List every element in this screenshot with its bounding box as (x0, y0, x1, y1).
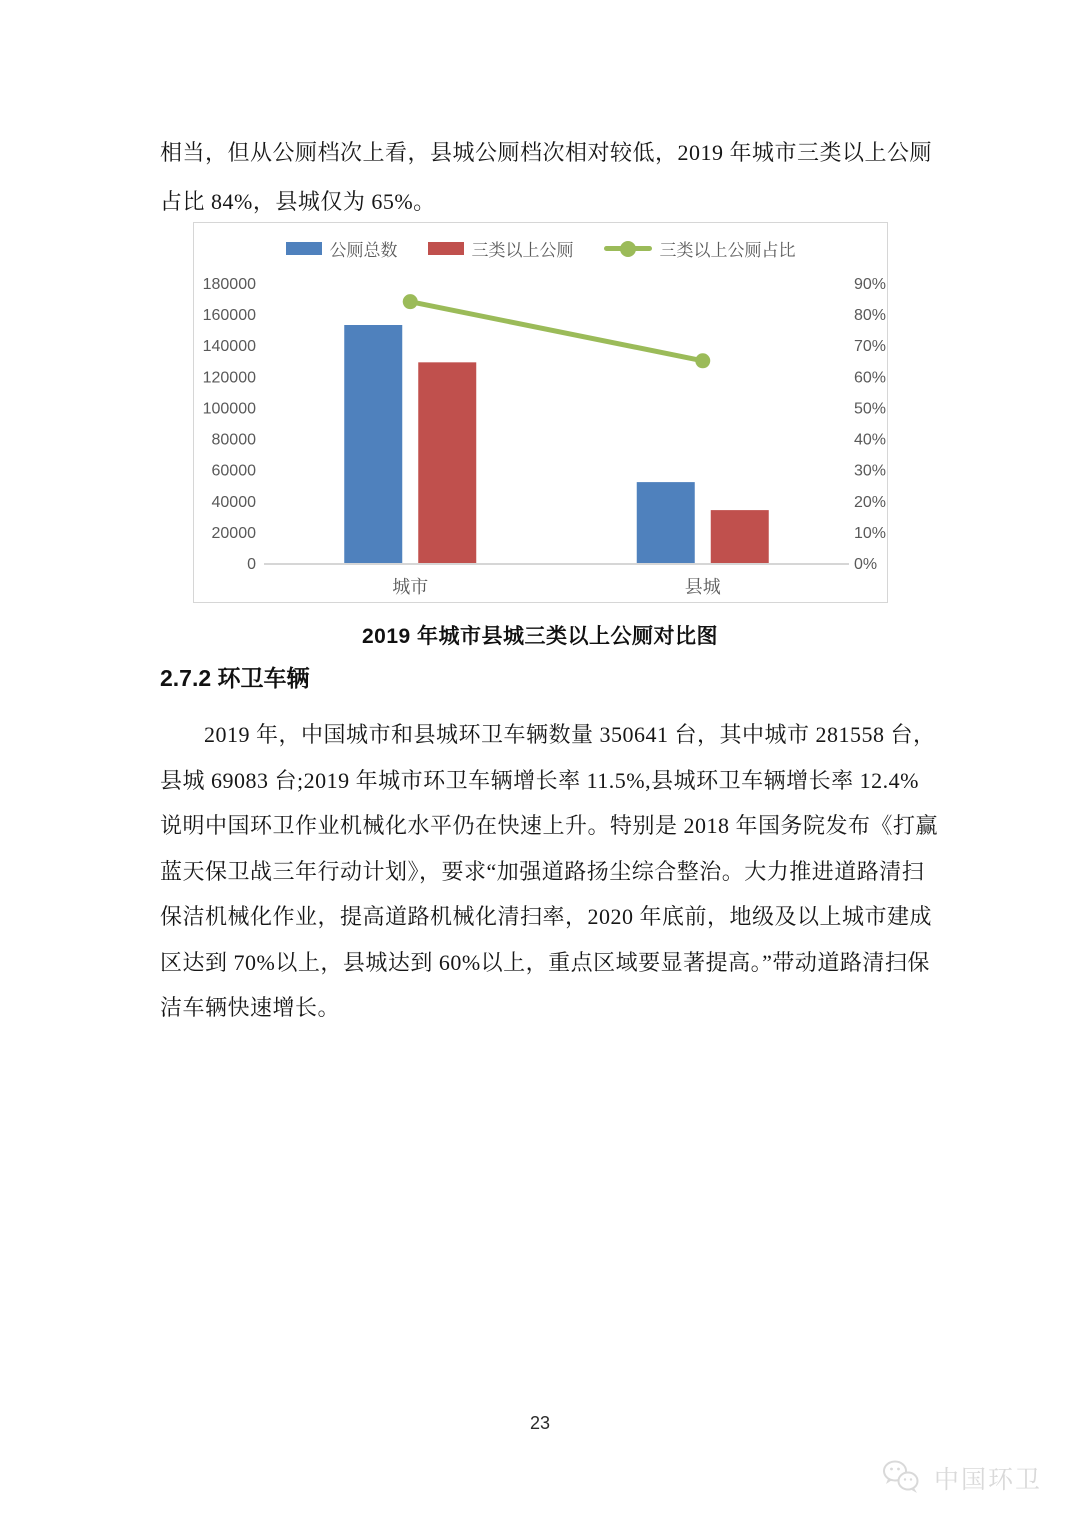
legend-item (604, 236, 796, 261)
left-axis-tick-label: 60000 (211, 462, 256, 480)
line-三类以上公厕占比 (410, 302, 703, 361)
legend-line-swatch-icon (604, 246, 652, 251)
section-heading: 2.7.2 环卫车辆 (160, 665, 310, 691)
left-axis-tick-label: 40000 (211, 493, 256, 511)
body-paragraph (160, 712, 940, 1031)
left-axis-tick-label: 100000 (202, 400, 256, 418)
left-axis-tick-label: 20000 (211, 524, 256, 542)
left-axis-tick-label: 140000 (202, 338, 256, 356)
page-number: 23 (529, 1413, 551, 1433)
legend-line-dot-icon (620, 241, 636, 257)
body-line: 说明中国环卫作业机械化水平仍在快速上升。特别是 2018 年国务院发布《打赢 (160, 813, 939, 838)
line-marker (403, 294, 418, 309)
category-label: 城市 (392, 577, 429, 597)
legend-item (286, 236, 398, 261)
right-axis-tick-label: 10% (854, 524, 887, 542)
right-axis-tick-label: 30% (854, 462, 887, 480)
body-line: 县城 69083 台;2019 年城市环卫车辆增长率 11.5%,县城环卫车辆增长率 12.4% (160, 767, 919, 793)
left-axis-tick-label: 120000 (202, 369, 256, 387)
right-axis-tick-label: 60% (854, 369, 887, 387)
intro-line: 占比 84%，县城仅为 65%。 (160, 189, 436, 214)
intro-paragraph (160, 128, 940, 226)
intro-line: 相当，但从公厕档次上看，县城公厕档次相对较低，2019 年城市三类以上公厕 (160, 140, 933, 165)
left-axis-tick-label: 180000 (202, 276, 256, 293)
right-axis-tick-label: 0% (854, 556, 878, 573)
watermark-text: 中国环卫 (934, 1466, 1043, 1494)
right-axis-tick-label: 50% (854, 400, 887, 418)
body-line: 区达到 70%以上，县城达到 60%以上，重点区域要显著提高。”带动道路清扫保 (160, 949, 930, 975)
right-axis-tick-label: 20% (854, 493, 887, 511)
right-axis-tick-label: 80% (854, 307, 887, 325)
left-axis-tick-label: 80000 (211, 431, 256, 449)
left-axis-tick-label: 160000 (202, 307, 256, 325)
bar-城市-三类以上公厕 (418, 362, 476, 563)
watermark (880, 1458, 1042, 1498)
chart-canvas (194, 223, 889, 604)
category-label: 县城 (684, 577, 721, 597)
body-line: 保洁机械化作业，提高道路机械化清扫率，2020 年底前，地级及以上城市建成 (160, 904, 933, 929)
legend-label: 公厕总数 (329, 241, 398, 260)
chart-caption: 2019 年城市县城三类以上公厕对比图 (361, 625, 719, 648)
wechat-logo-icon (880, 1458, 924, 1498)
line-marker (695, 353, 710, 368)
right-axis-tick-label: 40% (854, 431, 887, 449)
body-line: 蓝天保卫战三年行动计划》，要求“加强道路扬尘综合整治。大力推进道路清扫 (160, 858, 925, 884)
left-axis-tick-label: 0 (247, 556, 256, 573)
right-axis-tick-label: 90% (854, 276, 887, 293)
bar-县城-公厕总数 (637, 482, 695, 563)
bar-城市-公厕总数 (344, 325, 402, 563)
bar-县城-三类以上公厕 (711, 510, 769, 563)
legend-bar-swatch-icon (286, 242, 322, 255)
legend-item (428, 236, 574, 261)
body-line: 2019 年，中国城市和县城环卫车辆数量 350641 台，其中城市 281558 台， (204, 722, 936, 747)
body-line: 洁车辆快速增长。 (160, 995, 341, 1020)
legend-bar-swatch-icon (428, 242, 464, 255)
chart-legend (194, 236, 887, 261)
legend-label: 三类以上公厕 (471, 241, 574, 260)
legend-label: 三类以上公厕占比 (659, 241, 796, 260)
right-axis-tick-label: 70% (854, 338, 887, 356)
toilet-comparison-chart (193, 222, 888, 603)
